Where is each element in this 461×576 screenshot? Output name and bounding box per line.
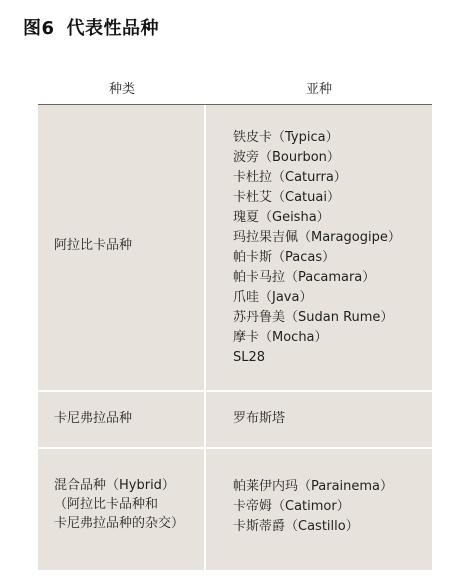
header-species: 种类 xyxy=(108,82,135,97)
header-subspecies: 亚种 xyxy=(305,82,332,97)
variety-list xyxy=(233,409,428,429)
varieties-cell-hybrid xyxy=(233,477,428,537)
variety-item: 帕莱伊内玛（Parainema） xyxy=(233,479,394,494)
species-cell-hybrid xyxy=(54,476,204,533)
column-divider xyxy=(204,105,206,570)
variety-item: 波旁（Bourbon） xyxy=(233,150,340,165)
species-cell-arabica xyxy=(54,236,204,255)
variety-item: 卡斯蒂爵（Castillo） xyxy=(233,519,359,534)
variety-item: 卡杜拉（Caturra） xyxy=(233,170,347,185)
varieties-cell-canephora xyxy=(233,409,428,429)
varieties-cell-arabica xyxy=(233,128,428,368)
figure-caption: 代表性品种 xyxy=(66,18,160,39)
variety-item: 帕卡马拉（Pacamara） xyxy=(233,270,376,285)
variety-item: 瑰夏（Geisha） xyxy=(233,210,330,225)
variety-item: 卡杜艾（Catuai） xyxy=(233,190,340,205)
variety-item: 卡帝姆（Catimor） xyxy=(233,499,350,514)
species-note: 卡尼弗拉品种的杂交） xyxy=(54,516,185,531)
figure-title xyxy=(23,14,159,40)
variety-item: 苏丹鲁美（Sudan Rume） xyxy=(233,310,394,325)
variety-item: 铁皮卡（Typica） xyxy=(233,130,339,145)
species-label: 卡尼弗拉品种 xyxy=(54,411,133,426)
species-label: 阿拉比卡品种 xyxy=(54,238,133,253)
variety-item: 摩卡（Mocha） xyxy=(233,330,328,345)
species-label: 混合品种（Hybrid） xyxy=(54,478,175,493)
variety-item: 爪哇（Java） xyxy=(233,290,313,305)
row-divider xyxy=(38,390,432,392)
figure-number: 图6 xyxy=(23,18,55,39)
varieties-table xyxy=(38,76,432,570)
variety-item: 玛拉果吉佩（Maragogipe） xyxy=(233,230,401,245)
variety-list xyxy=(233,477,428,537)
row-divider xyxy=(38,447,432,449)
variety-item: 帕卡斯（Pacas） xyxy=(233,250,336,265)
species-note: （阿拉比卡品种和 xyxy=(54,497,159,512)
variety-item: SL28 xyxy=(233,350,266,365)
variety-list xyxy=(233,128,428,368)
variety-item: 罗布斯塔 xyxy=(233,411,286,426)
species-cell-canephora xyxy=(54,409,204,428)
